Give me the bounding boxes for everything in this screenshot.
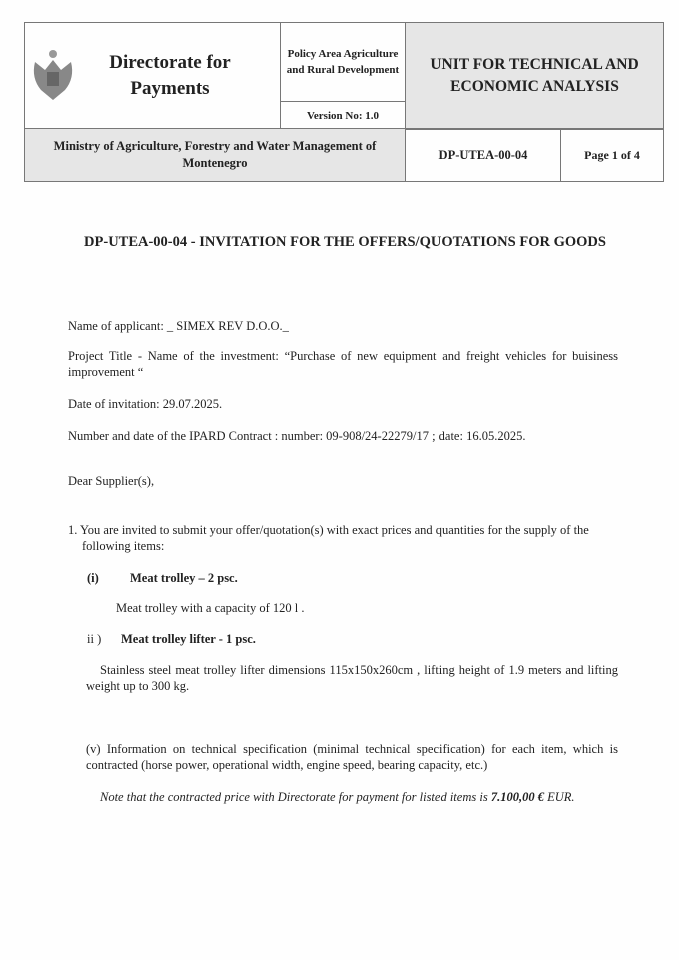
ministry: Ministry of Agriculture, Forestry and Water Management of Montenegro <box>25 129 406 182</box>
price-note-text: Note that the contracted price with Directorate for payment for listed items is <box>100 790 488 804</box>
unit-name: UNIT FOR TECHNICAL AND ECONOMIC ANALYSIS <box>406 23 664 130</box>
contract-info: Number and date of the IPARD Contract : number: 09-908/24-22279/17 ; date: 16.05.2025. <box>68 429 526 443</box>
price-amount: 7.100,00 € <box>490 790 544 804</box>
item-1-num: (i) <box>87 571 99 585</box>
price-note <box>62 789 622 805</box>
spec-note: (v) Information on technical specification (minimal technical specification) for each item, which is contracted (horse power, operational width, engine speed, bearing capacity, etc.) <box>86 742 618 772</box>
header-table <box>24 22 664 130</box>
document-title: DP-UTEA-00-04 - INVITATION FOR THE OFFERS/QUOTATIONS FOR GOODS <box>84 234 606 250</box>
org-cell <box>25 23 281 130</box>
item-2-desc: Stainless steel meat trolley lifter dimensions 115x150x260cm , lifting height of 1.9 meters and lifting weight up to 300 kg. <box>86 663 618 693</box>
page-number: Page 1 of 4 <box>561 129 664 182</box>
item-2-name: Meat trolley lifter - 1 psc. <box>121 632 256 646</box>
project-title: Project Title - Name of the investment: “Purchase of new equipment and freight vehicles for buisiness improvement “ <box>68 349 618 379</box>
price-currency: EUR. <box>547 790 575 804</box>
header-row-2 <box>24 128 664 182</box>
invitation-date: Date of invitation: 29.07.2025. <box>68 397 223 411</box>
org-name: Directorate for Payments <box>109 52 231 99</box>
doc-code: DP-UTEA-00-04 <box>406 129 561 182</box>
applicant: Name of applicant: _ SIMEX REV D.O.O._ <box>68 319 289 333</box>
policy-area: Policy Area Agriculture and Rural Development <box>281 23 406 102</box>
salutation: Dear Supplier(s), <box>68 474 155 488</box>
coat-of-arms-icon <box>31 48 75 104</box>
item-1-name: Meat trolley – 2 psc. <box>130 571 238 585</box>
version: Version No: 1.0 <box>281 102 406 130</box>
item-1-desc: Meat trolley with a capacity of 120 l . <box>116 601 305 615</box>
item-2-num: ii ) <box>87 632 102 646</box>
intro: 1. You are invited to submit your offer/quotation(s) with exact prices and quantities for the supply of the following items: <box>68 523 589 553</box>
